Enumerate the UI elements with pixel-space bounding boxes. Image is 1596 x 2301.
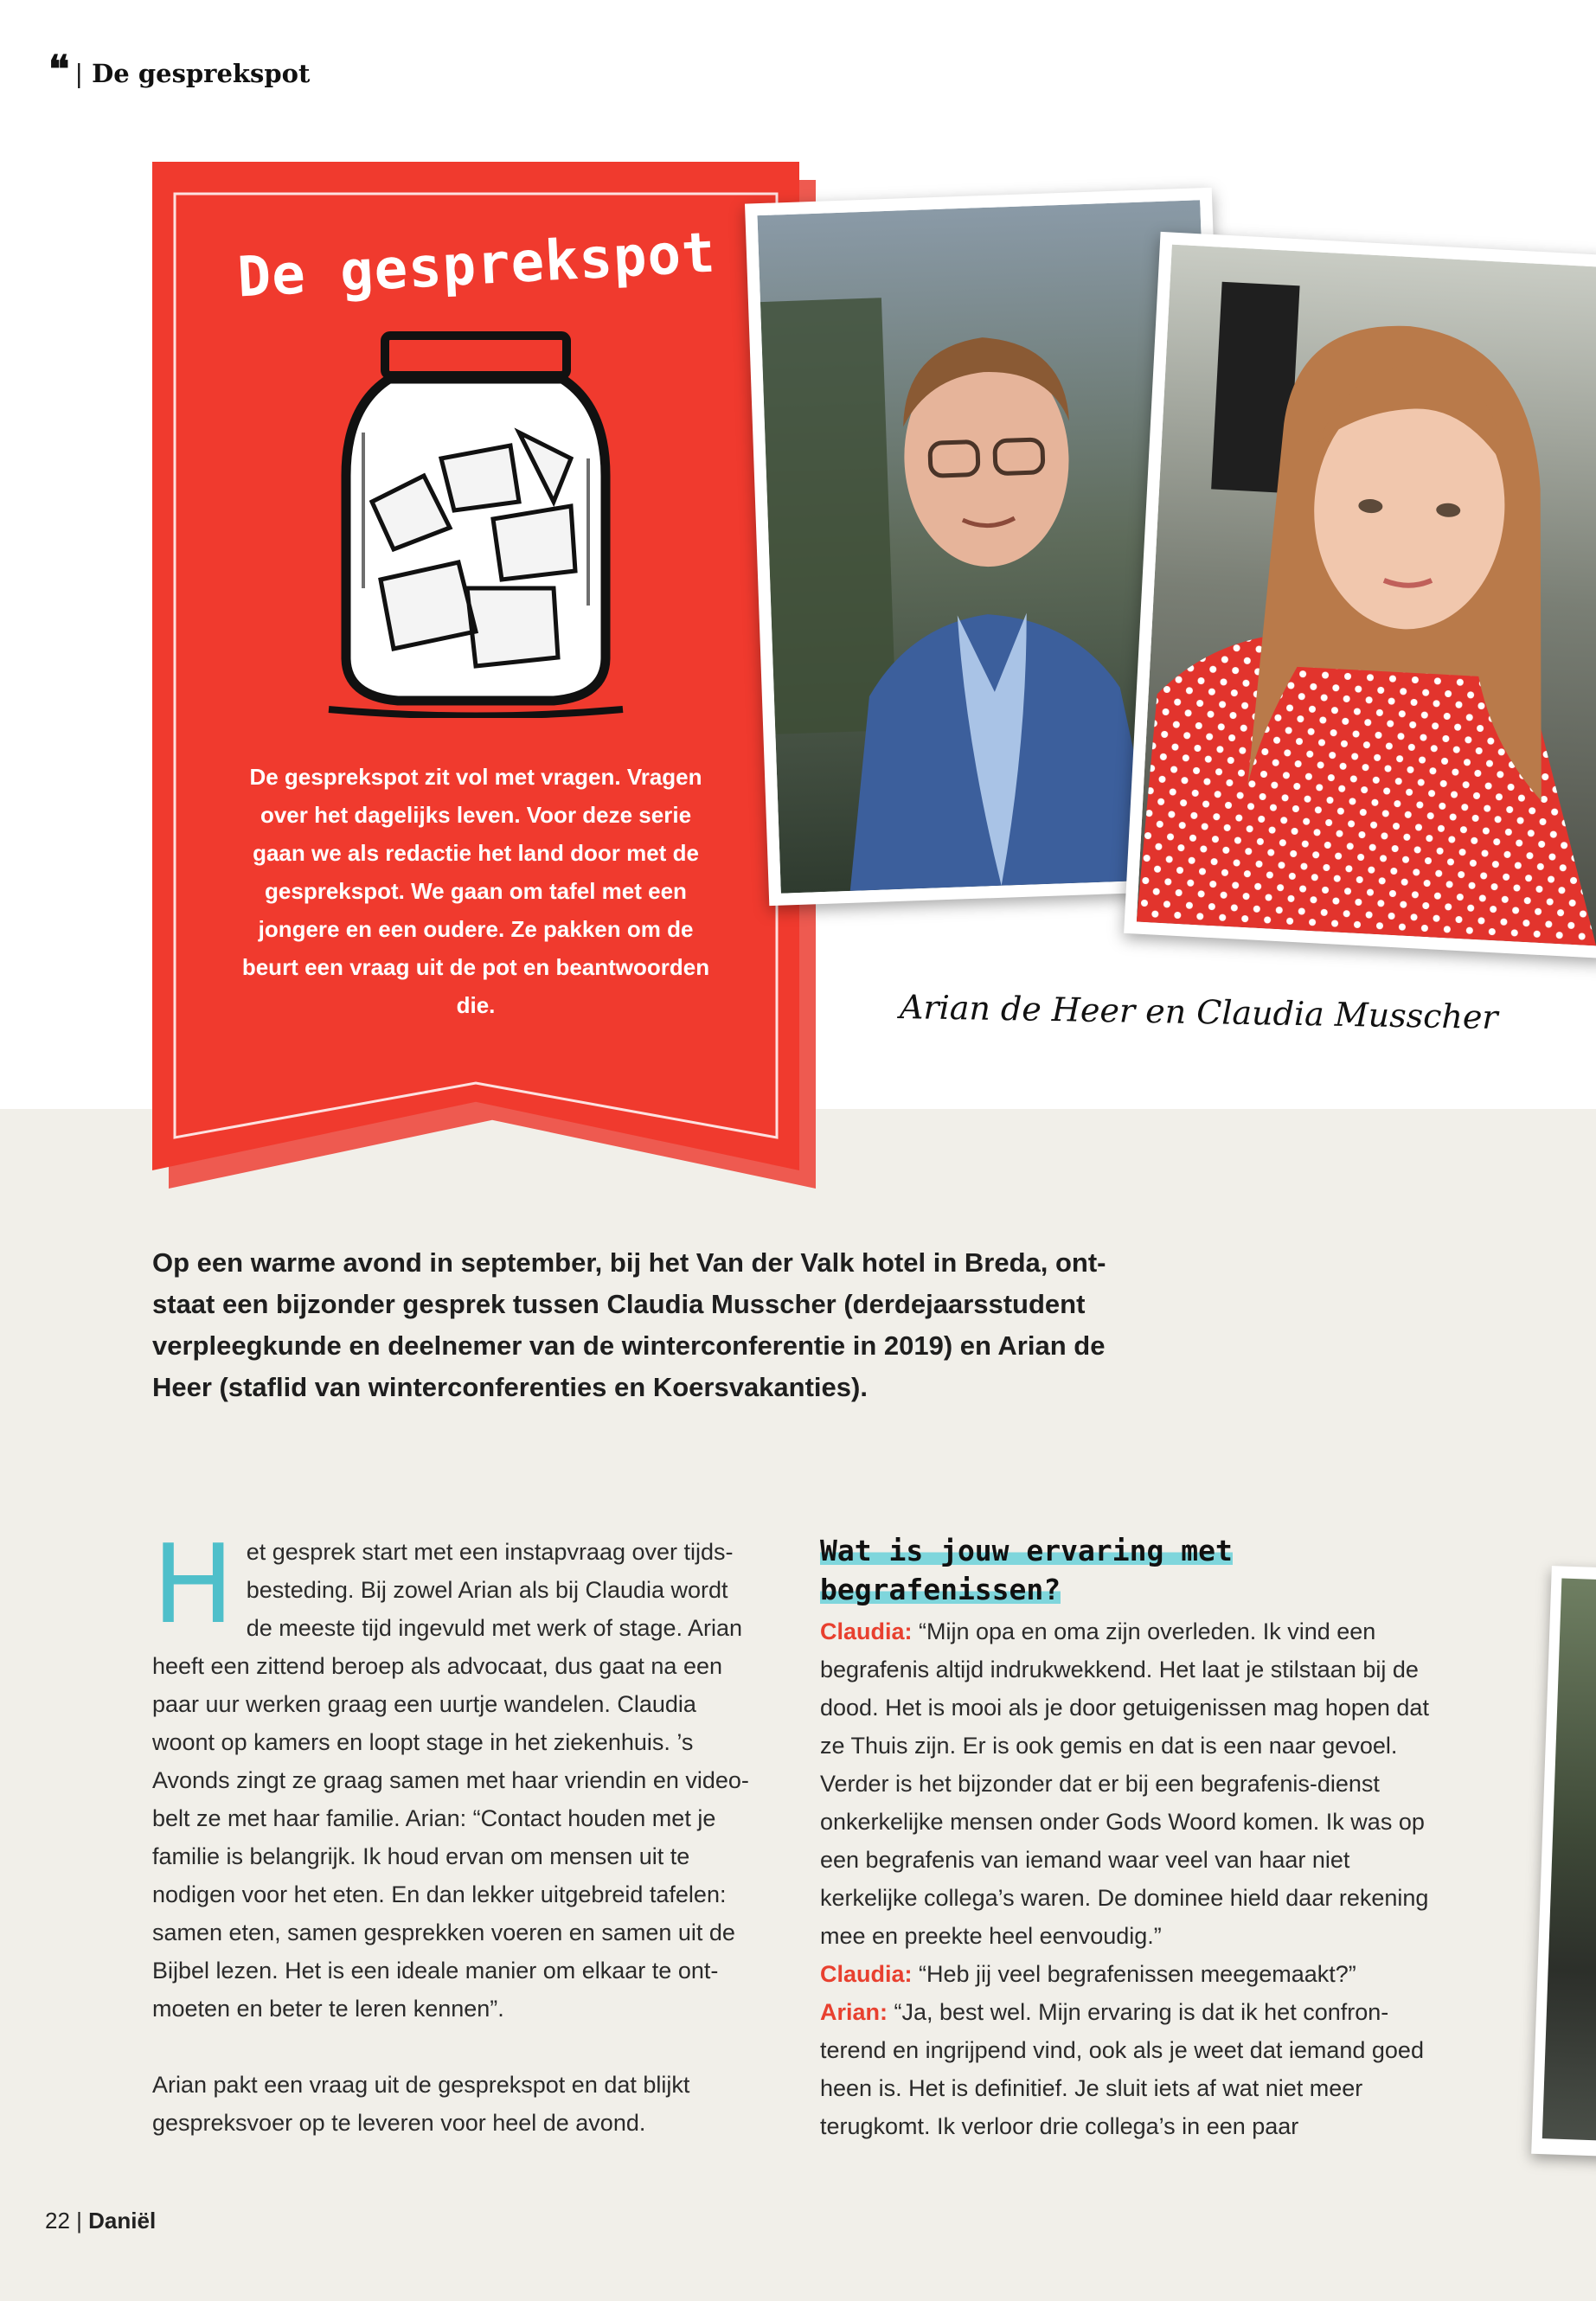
banner-text: De gesprekspot zit vol met vragen. Vragen over het dagelijks leven. Voor deze serie gaan we als redactie het land door met de gesprekspot. We gaan om tafel met een jongere en een oudere. Ze pakken om de beurt een vraag uit de pot en beantwoorden die. (241, 764, 710, 1018)
section-header (48, 48, 311, 92)
photo-caption: Arian de Heer en Claudia Musscher (899, 987, 1498, 1037)
intro-paragraph: Op een warme avond in september, bij het Van der Valk hotel in Breda, ont-staat een bijzonder gesprek tussen Claudia Musscher (derdejaarsstudent verpleegkunde en deelnemer van de winterconferentie in 2019) en Arian de Heer (staflid van winterconferenties en Koersvakanties). (152, 1247, 1106, 1402)
column1-paragraph-2: Arian pakt een vraag uit de gesprekspot en dat blijkt gespreksvoer op te leveren voor heel de avond. (152, 2072, 690, 2136)
section-title: De gesprekspot (92, 59, 311, 88)
dialogue-text: “Heb jij veel begrafenissen meegemaakt?” (912, 1961, 1356, 1987)
dialogue-text: “Mijn opa en oma zijn overleden. Ik vind een begrafenis altijd indrukwekkend. Het laat je stilstaan bij de dood. Het is mooi als je door getuigenissen mag hopen dat ze Thuis zijn. Er is ook gemis en dat is een naar gevoel. Verder is het bijzonder dat er bij een begrafenis-dienst onkerkelijke mensen onder Gods Woord komen. Ik was op een begrafenis van iemand waar veel van haar niet kerkelijke collega’s waren. De dominee hield daar rekening mee en preekte heel eenvoudig.” (820, 1618, 1429, 1949)
speaker-label: Claudia: (820, 1618, 913, 1644)
speaker-label: Arian: (820, 1999, 888, 2025)
question-heading: Wat is jouw ervaring met begrafenissen? (820, 1534, 1233, 1606)
quote-icon: ❛❛ (48, 48, 67, 92)
dialogue-line (820, 1993, 1443, 2145)
dialogue-text: “Ja, best wel. Mijn ervaring is dat ik het confron-terend en ingrijpend vind, ook als je weet dat iemand goed heen is. Het is definitief. Je sluit iets af wat niet meer terugkomt. Ik verloor drie collega’s in een paar (820, 1999, 1424, 2139)
article-column-1 (152, 1521, 758, 2142)
dialogue-line (820, 1955, 1443, 1993)
dialogue-line (820, 1612, 1443, 1955)
page-footer (45, 2208, 156, 2234)
article-column-2 (820, 1533, 1443, 2145)
photo-claudia (1124, 232, 1596, 958)
partial-photo-image (1542, 1579, 1596, 2142)
portrait-claudia-image (1137, 245, 1596, 946)
column1-paragraph-1: et gesprek start met een instapvraag over tijds-besteding. Bij zowel Arian als bij Claudia wordt de meeste tijd ingevuld met werk of stage. Arian heeft een zittend beroep als advocaat, dus gaat na een paar uur werken graag een uurtje wandelen. Claudia woont op kamers en loopt stage in het ziekenhuis. ’s Avonds zingt ze graag samen met haar vriendin en video-belt ze met haar familie. Arian: “Contact houden met je familie is belangrijk. Ik houd ervan om mensen uit te nodigen voor het eten. En dan lekker uitgebreid tafelen: samen eten, samen gesprekken voeren en samen uit de Bijbel lezen. Het is een ideale manier om elkaar te ont-moeten en beter te leren kennen”. (152, 1539, 749, 2022)
page-number: 22 (45, 2208, 70, 2234)
header-separator: | (74, 59, 84, 88)
drop-cap: H (152, 1521, 234, 1648)
banner-title: De gesprekspot (235, 221, 718, 311)
speaker-label: Claudia: (820, 1961, 913, 1987)
footer-separator: | (76, 2208, 82, 2234)
jar-icon (311, 329, 640, 718)
magazine-name: Daniël (88, 2208, 157, 2234)
